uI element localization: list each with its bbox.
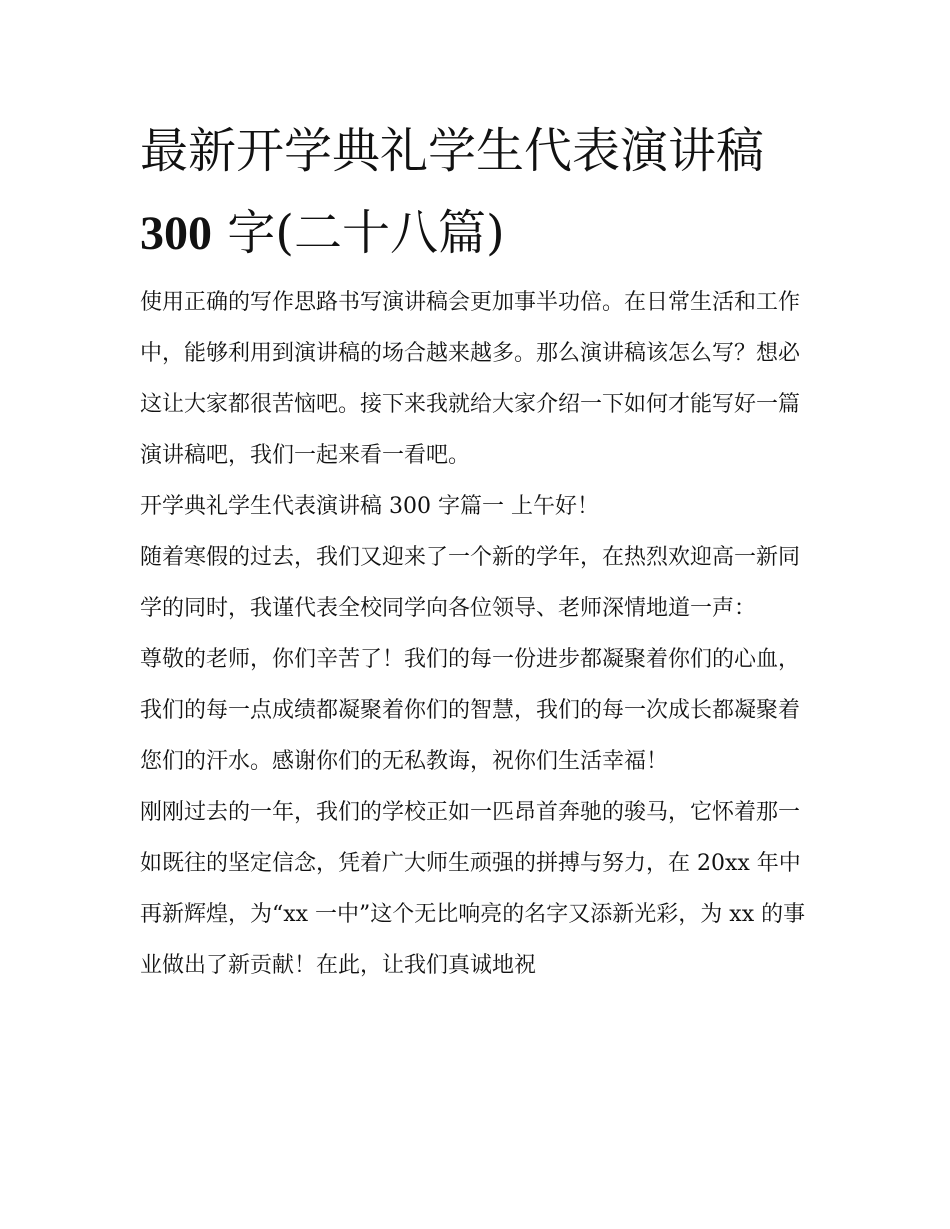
title-line-1: 最新开学典礼学生代表演讲稿 <box>140 123 765 179</box>
title-number: 300 <box>140 207 212 260</box>
document-body <box>140 277 820 991</box>
paragraph-new-year: 随着寒假的过去，我们又迎来了一个新的学年，在热烈欢迎高一新同学的同时，我谨代表全校同学向各位领导、老师深情地道一声： <box>140 545 801 621</box>
document-title <box>140 110 820 275</box>
title-rest: 字(二十八篇) <box>212 205 505 261</box>
paragraph-school-year: 刚刚过去的一年，我们的学校正如一匹昂首奔驰的骏马，它怀着那一如既往的坚定信念，凭着广大师生顽强的拼搏与努力，在 20xx 年中再新辉煌，为“xx 一中”这个无比响亮的名字又添新光彩，为 xx 的事业做出了新贡献！在此，让我们真诚地祝 <box>140 800 806 978</box>
paragraph-teachers: 尊敬的老师，你们辛苦了！我们的每一份进步都凝聚着你们的心血，我们的每一点成绩都凝聚着你们的智慧，我们的每一次成长都凝聚着您们的汗水。感谢你们的无私教诲，祝你们生活幸福！ <box>140 647 801 774</box>
paragraph-intro: 使用正确的写作思路书写演讲稿会更加事半功倍。在日常生活和工作中，能够利用到演讲稿的场合越来越多。那么演讲稿该怎么写？想必这让大家都很苦恼吧。接下来我就给大家介绍一下如何才能写好一篇演讲稿吧，我们一起来看一看吧。 <box>140 290 801 468</box>
paragraph-section-heading: 开学典礼学生代表演讲稿 300 字篇一 上午好！ <box>140 494 599 519</box>
